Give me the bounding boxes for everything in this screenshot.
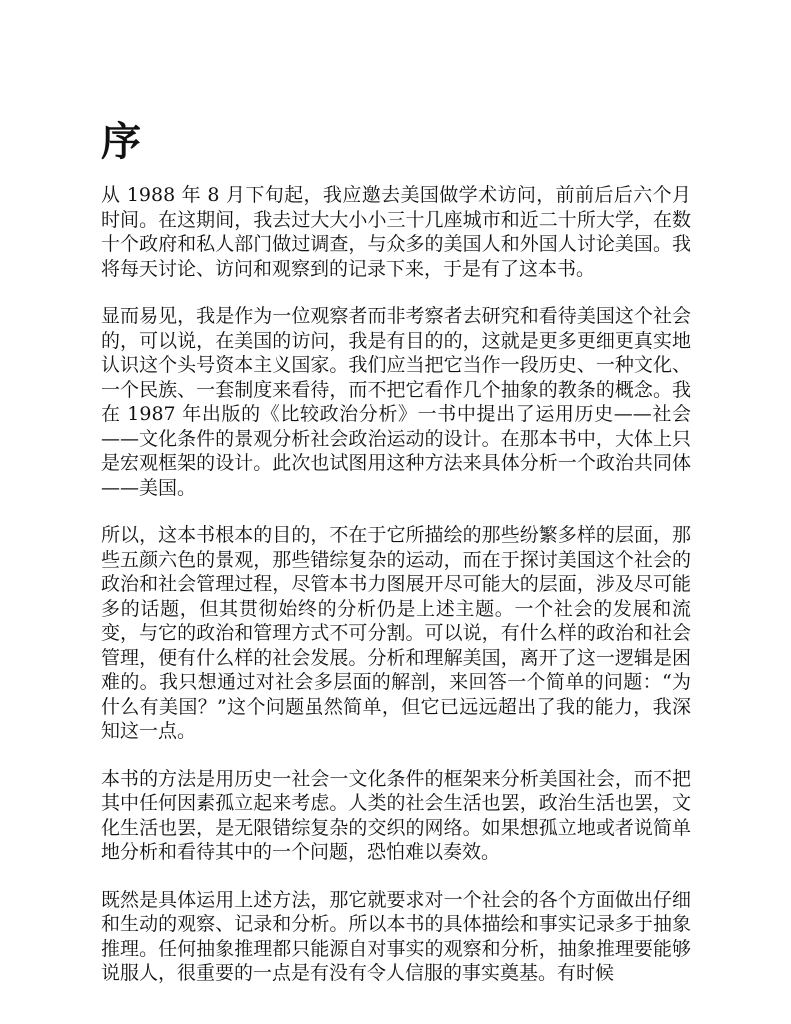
body-text bbox=[101, 183, 691, 986]
paragraph-5: 既然是具体运用上述方法，那它就要求对一个社会的各个方面做出仔细和生动的观察、记录和分析。所以本书的具体描绘和事实记录多于抽象推理。任何抽象推理都只能源自对事实的观察和分析，抽象推理要能够说服人，很重要的一点是有没有令人信服的事实奠基。有时候 bbox=[101, 888, 691, 984]
paragraph-3: 所以，这本书根本的目的，不在于它所描绘的那些纷繁多样的层面，那些五颜六色的景观，那些错综复杂的运动，而在于探讨美国这个社会的政治和社会管理过程，尽管本书力图展开尽可能大的层面，涉及尽可能多的话题，但其贯彻始终的分析仍是上述主题。一个社会的发展和流变，与它的政治和管理方式不可分割。可以说，有什么样的政治和社会管理，便有什么样的社会发展。分析和理解美国，离开了这一逻辑是困难的。我只想通过对社会多层面的解剖，来回答一个简单的问题：“为什么有美国？”这个问题虽然简单，但它已远远超出了我的能力，我深知这一点。 bbox=[101, 524, 691, 742]
paragraph-1: 从 1988 年 8 月下旬起，我应邀去美国做学术访问，前前后后六个月时间。在这期间，我去过大大小小三十几座城市和近二十所大学，在数十个政府和私人部门做过调查，与众多的美国人和外国人讨论美国。我将每天讨论、访问和观察到的记录下来，于是有了这本书。 bbox=[101, 184, 691, 280]
chapter-title: 序 bbox=[101, 118, 141, 165]
paragraph-2: 显而易见，我是作为一位观察者而非考察者去研究和看待美国这个社会的，可以说，在美国的访问，我是有目的的，这就是更多更细更真实地认识这个头号资本主义国家。我们应当把它当作一段历史、一种文化、一个民族、一套制度来看待，而不把它看作几个抽象的教条的概念。我在 1987 年出版的《比较政治分析》一书中提出了运用历史——社会——文化条件的景观分析社会政治运动的设计。在那本书中，大体上只是宏观框架的设计。此次也试图用这种方法来具体分析一个政治共同体——美国。 bbox=[101, 305, 691, 499]
paragraph-4: 本书的方法是用历史一社会一文化条件的框架来分析美国社会，而不把其中任何因素孤立起来考虑。人类的社会生活也罢，政治生活也罢，文化生活也罢，是无限错综复杂的交织的网络。如果想孤立地或者说简单地分析和看待其中的一个问题，恐怕难以奏效。 bbox=[101, 767, 691, 863]
